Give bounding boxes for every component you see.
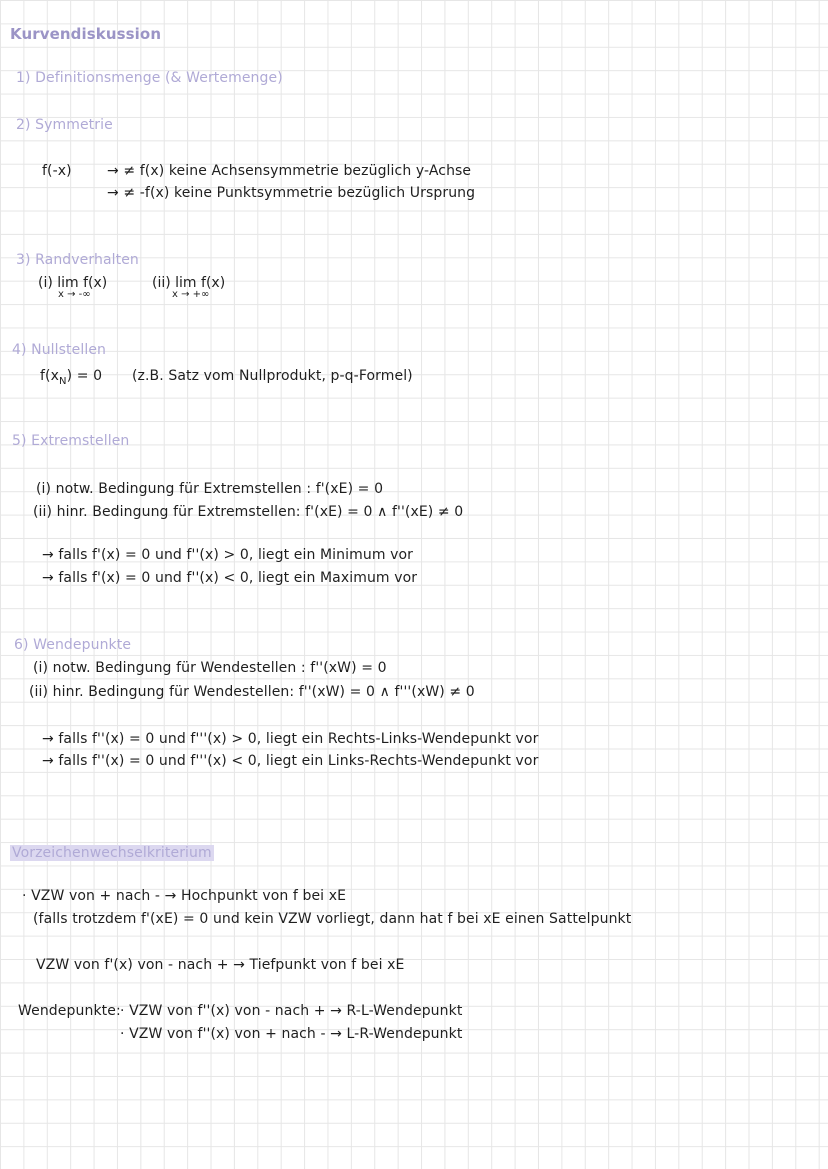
symmetrie-lead: f(-x) [42, 163, 72, 179]
heading-nullstellen: 4) Nullstellen [12, 342, 107, 358]
extrem-notw-bedingung: (i) notw. Bedingung für Extremstellen : f'(xE) = 0 [36, 481, 384, 497]
extrem-maximum-rule: → falls f'(x) = 0 und f''(x) < 0, liegt ein Maximum vor [42, 570, 418, 586]
symmetrie-line-2: → ≠ -f(x) keine Punktsymmetrie bezüglich Ursprung [107, 185, 476, 201]
nullstellen-eq-subscript: N [58, 376, 67, 387]
vzw-tiefpunkt: VZW von f'(x) von - nach + → Tiefpunkt von f bei xE [36, 957, 405, 973]
limit-b-expression: (ii) lim f(x) [152, 275, 226, 291]
page-title: Kurvendiskussion [10, 25, 162, 43]
extrem-minimum-rule: → falls f'(x) = 0 und f''(x) > 0, liegt ein Minimum vor [42, 547, 414, 563]
symmetrie-line-1: → ≠ f(x) keine Achsensymmetrie bezüglich y-Achse [107, 163, 472, 179]
heading-definitionsmenge: 1) Definitionsmenge (& Wertemenge) [16, 70, 283, 86]
nullstellen-eq-part: f(x [40, 368, 59, 384]
heading-symmetrie: 2) Symmetrie [16, 117, 113, 133]
limit-b-subscript: x → +∞ [172, 289, 210, 300]
wende-notw-bedingung: (i) notw. Bedingung für Wendestellen : f''(xW) = 0 [33, 660, 387, 676]
nullstellen-note: (z.B. Satz vom Nullprodukt, p-q-Formel) [132, 368, 413, 384]
nullstellen-equation [40, 368, 103, 387]
extrem-hinr-bedingung: (ii) hinr. Bedingung für Extremstellen: f'(xE) = 0 ∧ f''(xE) ≠ 0 [33, 504, 464, 520]
vzw-sattelpunkt-note: (falls trotzdem f'(xE) = 0 und kein VZW vorliegt, dann hat f bei xE einen Sattelpunkt [33, 911, 632, 927]
nullstellen-eq-end: ) = 0 [66, 368, 103, 384]
heading-vorzeichenwechsel [10, 845, 214, 861]
wende-links-rechts-rule: → falls f''(x) = 0 und f'''(x) < 0, liegt ein Links-Rechts-Wendepunkt vor [42, 753, 539, 769]
limit-a-subscript: x → -∞ [58, 289, 91, 300]
wende-hinr-bedingung: (ii) hinr. Bedingung für Wendestellen: f''(xW) = 0 ∧ f'''(xW) ≠ 0 [29, 684, 475, 700]
vzw-wendepunkt-rl: · VZW von f''(x) von - nach + → R-L-Wendepunkt [120, 1003, 463, 1019]
vzw-wendepunkt-lr: · VZW von f''(x) von + nach - → L-R-Wendepunkt [120, 1026, 463, 1042]
vzw-wendepunkte-label: Wendepunkte: [18, 1003, 121, 1019]
limit-minus-infinity [38, 275, 107, 300]
heading-wendepunkte: 6) Wendepunkte [14, 637, 132, 653]
heading-highlight: Vorzeichenwechselkriterium [12, 845, 212, 861]
wende-rechts-links-rule: → falls f''(x) = 0 und f'''(x) > 0, liegt ein Rechts-Links-Wendepunkt vor [42, 731, 539, 747]
heading-randverhalten: 3) Randverhalten [16, 252, 139, 268]
heading-extremstellen: 5) Extremstellen [12, 433, 130, 449]
limit-plus-infinity [152, 275, 225, 300]
limit-a-expression: (i) lim f(x) [38, 275, 108, 291]
vzw-hochpunkt: · VZW von + nach - → Hochpunkt von f bei xE [22, 888, 347, 904]
